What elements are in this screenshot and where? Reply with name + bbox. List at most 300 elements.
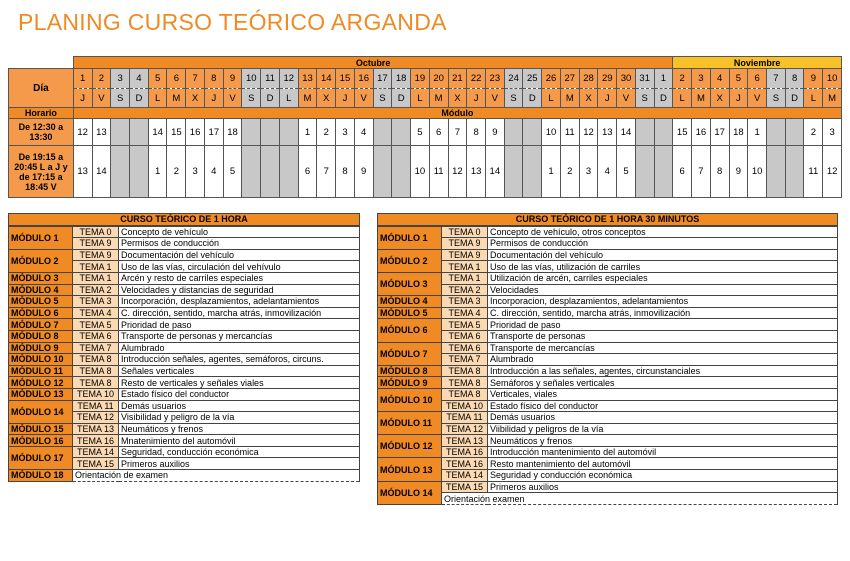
- course-row: [9, 470, 360, 482]
- day-number: 7: [767, 69, 786, 89]
- weekday-letter: J: [729, 89, 748, 108]
- slot-2-module: 1: [542, 146, 561, 198]
- course-row: [9, 296, 360, 308]
- tema-label: TEMA 1: [73, 272, 119, 284]
- tema-label: TEMA 5: [442, 319, 488, 331]
- module-label: MÓDULO 6: [378, 319, 442, 342]
- course-row: [9, 307, 360, 319]
- module-label: MÓDULO 4: [378, 296, 442, 308]
- tema-label: TEMA 1: [442, 261, 488, 273]
- tema-description: Documentación del vehículo: [119, 249, 360, 261]
- slot-1-label: De 12:30 a 13:30: [9, 119, 74, 146]
- tema-label: TEMA 16: [73, 435, 119, 447]
- module-label: MÓDULO 17: [9, 446, 73, 469]
- slot-2-module: [504, 146, 523, 198]
- day-number: 2: [673, 69, 692, 89]
- tema-description: Transporte de mercancías: [488, 342, 838, 354]
- slot-1-module: 16: [692, 119, 711, 146]
- module-label: MÓDULO 8: [9, 330, 73, 342]
- dia-label: Día: [9, 69, 74, 108]
- course-row: [378, 470, 838, 482]
- slot-1-module: [279, 119, 298, 146]
- slot-1-row: [9, 119, 842, 146]
- slot-2-module: 5: [617, 146, 636, 198]
- day-number: 18: [392, 69, 411, 89]
- course-row: [378, 330, 838, 342]
- slot-1-module: 14: [148, 119, 167, 146]
- slot-2-module: [261, 146, 280, 198]
- weekday-letter: D: [130, 89, 149, 108]
- module-label: MÓDULO 4: [9, 284, 73, 296]
- course-row: [9, 249, 360, 261]
- course-row: [378, 238, 838, 250]
- weekday-letter: J: [598, 89, 617, 108]
- tema-label: TEMA 15: [442, 481, 488, 493]
- module-label: MÓDULO 12: [9, 377, 73, 389]
- slot-1-module: [635, 119, 654, 146]
- tema-label: TEMA 9: [442, 249, 488, 261]
- tema-description: Demás usuarios: [488, 412, 838, 424]
- tema-label: TEMA 6: [73, 330, 119, 342]
- tema-description: Concepto de vehículo: [119, 226, 360, 238]
- slot-2-module: [523, 146, 542, 198]
- day-number: 20: [429, 69, 448, 89]
- slot-2-module: [767, 146, 786, 198]
- course-title: CURSO TEÓRICO DE 1 HORA 30 MINUTOS: [378, 214, 838, 226]
- weekday-letter: M: [167, 89, 186, 108]
- day-number: 31: [635, 69, 654, 89]
- weekday-letter: L: [411, 89, 430, 108]
- day-number: 14: [317, 69, 336, 89]
- horario-label: Horario: [9, 108, 74, 119]
- tema-label: TEMA 5: [73, 319, 119, 331]
- course-row: [378, 249, 838, 261]
- course-row: [9, 226, 360, 238]
- course-row: [9, 423, 360, 435]
- tema-label: TEMA 13: [73, 423, 119, 435]
- course-row: [378, 481, 838, 493]
- course-row: [378, 388, 838, 400]
- weekday-letter: M: [823, 89, 842, 108]
- module-label: MÓDULO 9: [378, 377, 442, 389]
- tema-description: Orientación de examen: [73, 470, 360, 482]
- weekday-letter: L: [279, 89, 298, 108]
- tema-label: TEMA 8: [442, 377, 488, 389]
- tema-label: TEMA 3: [73, 296, 119, 308]
- course-row: [378, 400, 838, 412]
- weekday-letter: D: [392, 89, 411, 108]
- course-row: [9, 330, 360, 342]
- day-number: 5: [148, 69, 167, 89]
- tema-description: Primeros auxilios: [488, 481, 838, 493]
- tema-label: TEMA 0: [73, 226, 119, 238]
- slot-1-module: 17: [710, 119, 729, 146]
- day-number: 25: [523, 69, 542, 89]
- tema-description: Resto mantenimiento del automóvil: [488, 458, 838, 470]
- slot-1-module: [654, 119, 673, 146]
- slot-2-module: [111, 146, 130, 198]
- slot-1-module: 18: [729, 119, 748, 146]
- tema-label: TEMA 10: [442, 400, 488, 412]
- course-header-row: [378, 214, 838, 226]
- slot-1-module: 15: [673, 119, 692, 146]
- tema-description: Estado físico del conductor: [488, 400, 838, 412]
- day-number: 10: [823, 69, 842, 89]
- module-label: MÓDULO 8: [378, 365, 442, 377]
- day-number: 21: [448, 69, 467, 89]
- day-number: 30: [617, 69, 636, 89]
- tema-description: Incorporación, desplazamientos, adelantamientos: [119, 296, 360, 308]
- slot-2-module: 14: [92, 146, 111, 198]
- course-header-row: [9, 214, 360, 226]
- course-row: [378, 319, 838, 331]
- day-number: 23: [485, 69, 504, 89]
- slot-1-module: 1: [298, 119, 317, 146]
- slot-2-module: 12: [823, 146, 842, 198]
- module-label: MÓDULO 6: [9, 307, 73, 319]
- course-row: [378, 365, 838, 377]
- slot-1-module: 3: [823, 119, 842, 146]
- course-row: [9, 446, 360, 458]
- tema-label: TEMA 9: [442, 238, 488, 250]
- tema-label: TEMA 11: [73, 400, 119, 412]
- tema-description: Viibilidad y peligros de la vía: [488, 423, 838, 435]
- weekday-letter: V: [223, 89, 242, 108]
- slot-2-module: [373, 146, 392, 198]
- course-row: [9, 342, 360, 354]
- day-number: 10: [242, 69, 261, 89]
- day-number: 8: [785, 69, 804, 89]
- tema-description: Velocidades y distancias de seguridad: [119, 284, 360, 296]
- module-label: MÓDULO 15: [9, 423, 73, 435]
- slot-1-module: 5: [411, 119, 430, 146]
- page-title: PLANING CURSO TEÓRICO ARGANDA: [18, 9, 447, 35]
- module-label: MÓDULO 9: [9, 342, 73, 354]
- day-number: 8: [204, 69, 223, 89]
- module-label: MÓDULO 5: [378, 307, 442, 319]
- day-number: 1: [654, 69, 673, 89]
- module-label: MÓDULO 5: [9, 296, 73, 308]
- slot-2-module: [279, 146, 298, 198]
- day-number-row: [9, 69, 842, 89]
- course-row: [9, 377, 360, 389]
- tema-description: Transporte de personas y mercancías: [119, 330, 360, 342]
- module-label: MÓDULO 1: [378, 226, 442, 250]
- module-label: MÓDULO 11: [9, 365, 73, 377]
- tema-description: Visibilidad y peligro de la vía: [119, 412, 360, 424]
- tema-description: Seguridad, conducción económica: [119, 446, 360, 458]
- course-row: [378, 493, 838, 505]
- slot-2-module: [242, 146, 261, 198]
- slot-1-module: [261, 119, 280, 146]
- slot-1-module: 8: [467, 119, 486, 146]
- module-label: MÓDULO 13: [378, 458, 442, 481]
- weekday-letter: L: [804, 89, 823, 108]
- tema-label: TEMA 1: [442, 272, 488, 284]
- tema-description: Primeros auxilios: [119, 458, 360, 470]
- tema-label: TEMA 8: [442, 365, 488, 377]
- module-label: MÓDULO 2: [9, 249, 73, 272]
- module-label: MÓDULO 14: [378, 481, 442, 504]
- weekday-letter: S: [111, 89, 130, 108]
- tema-label: TEMA 8: [73, 377, 119, 389]
- schedule-table: [8, 56, 842, 198]
- course-row: [378, 226, 838, 238]
- tema-label: TEMA 8: [73, 365, 119, 377]
- module-label: MÓDULO 16: [9, 435, 73, 447]
- tema-description: Estado físico del conductor: [119, 388, 360, 400]
- slot-1-module: [130, 119, 149, 146]
- slot-2-module: 11: [429, 146, 448, 198]
- course-row: [378, 296, 838, 308]
- slot-2-module: 6: [298, 146, 317, 198]
- weekday-letter: J: [336, 89, 355, 108]
- tema-description: Permisos de conducción: [119, 238, 360, 250]
- day-number: 12: [279, 69, 298, 89]
- course-row: [9, 354, 360, 366]
- course-row: [378, 412, 838, 424]
- tema-description: Prioridad de paso: [488, 319, 838, 331]
- slot-2-module: [635, 146, 654, 198]
- day-number: 2: [92, 69, 111, 89]
- slot-1-module: 6: [429, 119, 448, 146]
- weekday-letter: S: [504, 89, 523, 108]
- course-row: [9, 400, 360, 412]
- weekday-letter: M: [429, 89, 448, 108]
- weekday-letter: V: [617, 89, 636, 108]
- day-number: 4: [130, 69, 149, 89]
- slot-1-module: 11: [560, 119, 579, 146]
- weekday-letter: D: [261, 89, 280, 108]
- tema-description: C. dirección, sentido, marcha atrás, inmovilización: [488, 307, 838, 319]
- weekday-letter: X: [710, 89, 729, 108]
- module-label: MÓDULO 10: [9, 354, 73, 366]
- slot-1-module: 2: [804, 119, 823, 146]
- course-row: [378, 377, 838, 389]
- slot-1-module: [242, 119, 261, 146]
- weekday-letter: S: [767, 89, 786, 108]
- slot-2-label: De 19:15 a 20:45 L a J y de 17:15 a 18:45 V: [9, 146, 74, 198]
- module-label: MÓDULO 13: [9, 388, 73, 400]
- weekday-letter: X: [186, 89, 205, 108]
- tema-description: Neumáticos y frenos: [488, 435, 838, 447]
- slot-1-module: [767, 119, 786, 146]
- module-label: MÓDULO 3: [9, 272, 73, 284]
- slot-1-module: 2: [317, 119, 336, 146]
- tema-description: Documentación del vehículo: [488, 249, 838, 261]
- weekday-letter: S: [242, 89, 261, 108]
- month-october: Octubre: [73, 57, 673, 69]
- weekday-letter: D: [654, 89, 673, 108]
- slot-1-module: [785, 119, 804, 146]
- slot-2-module: 5: [223, 146, 242, 198]
- slot-2-module: 8: [336, 146, 355, 198]
- course-row: [378, 446, 838, 458]
- weekday-letter: X: [579, 89, 598, 108]
- tema-description: Neumáticos y frenos: [119, 423, 360, 435]
- tema-description: Introducción mantenimiento del automóvil: [488, 446, 838, 458]
- weekday-letter: M: [692, 89, 711, 108]
- day-number: 19: [411, 69, 430, 89]
- day-number: 24: [504, 69, 523, 89]
- slot-2-module: 10: [748, 146, 767, 198]
- tema-description: Introducción a las señales, agentes, circunstanciales: [488, 365, 838, 377]
- slot-2-module: 7: [317, 146, 336, 198]
- slot-1-module: [392, 119, 411, 146]
- day-number: 1: [73, 69, 92, 89]
- day-number: 13: [298, 69, 317, 89]
- slot-2-module: [392, 146, 411, 198]
- weekday-letter: D: [523, 89, 542, 108]
- module-label: MÓDULO 1: [9, 226, 73, 250]
- tema-description: Prioridad de paso: [119, 319, 360, 331]
- slot-2-module: 8: [710, 146, 729, 198]
- tema-description: Velocidades: [488, 284, 838, 296]
- slot-2-module: 4: [598, 146, 617, 198]
- course-row: [378, 342, 838, 354]
- weekday-letter: L: [673, 89, 692, 108]
- course-row: [9, 319, 360, 331]
- module-label: MÓDULO 11: [378, 412, 442, 435]
- slot-2-module: 12: [448, 146, 467, 198]
- tema-description: Transporte de personas: [488, 330, 838, 342]
- slot-2-module: 14: [485, 146, 504, 198]
- weekday-letter: X: [448, 89, 467, 108]
- tema-label: TEMA 7: [442, 354, 488, 366]
- day-number: 26: [542, 69, 561, 89]
- course-row: [378, 435, 838, 447]
- tema-description: Seguridad y conducción económica: [488, 470, 838, 482]
- day-number: 27: [560, 69, 579, 89]
- tema-description: Demás usuarios: [119, 400, 360, 412]
- slot-1-module: 4: [354, 119, 373, 146]
- month-november: Noviembre: [673, 57, 842, 69]
- course-row: [9, 388, 360, 400]
- tema-label: TEMA 8: [442, 388, 488, 400]
- slot-2-module: 6: [673, 146, 692, 198]
- weekday-letter: V: [748, 89, 767, 108]
- tema-label: TEMA 1: [73, 261, 119, 273]
- weekday-letter: J: [73, 89, 92, 108]
- tema-label: TEMA 2: [73, 284, 119, 296]
- slot-1-module: 14: [617, 119, 636, 146]
- slot-2-module: 11: [804, 146, 823, 198]
- tema-label: TEMA 6: [442, 342, 488, 354]
- weekday-letter: L: [148, 89, 167, 108]
- module-label: MÓDULO 18: [9, 470, 73, 482]
- course-row: [9, 284, 360, 296]
- slot-1-module: 1: [748, 119, 767, 146]
- tema-label: TEMA 14: [442, 470, 488, 482]
- tema-label: TEMA 3: [442, 296, 488, 308]
- slot-1-module: 17: [204, 119, 223, 146]
- course-1-hour-table: [8, 213, 360, 482]
- tema-label: TEMA 16: [442, 446, 488, 458]
- day-number: 22: [467, 69, 486, 89]
- slot-1-module: 18: [223, 119, 242, 146]
- tema-label: TEMA 11: [442, 412, 488, 424]
- day-number: 16: [354, 69, 373, 89]
- course-row: [9, 365, 360, 377]
- day-number: 28: [579, 69, 598, 89]
- weekday-letter: J: [467, 89, 486, 108]
- slot-1-module: 10: [542, 119, 561, 146]
- weekday-letter: S: [635, 89, 654, 108]
- slot-2-module: [654, 146, 673, 198]
- course-row: [9, 272, 360, 284]
- weekday-letter: M: [298, 89, 317, 108]
- tema-label: TEMA 12: [442, 423, 488, 435]
- weekday-letter: L: [542, 89, 561, 108]
- slot-2-row: [9, 146, 842, 198]
- day-number: 9: [223, 69, 242, 89]
- slot-2-module: 3: [579, 146, 598, 198]
- slot-2-module: 2: [560, 146, 579, 198]
- weekday-letter: V: [485, 89, 504, 108]
- day-number: 4: [710, 69, 729, 89]
- tema-description: Uso de las vías, utilización de carriles: [488, 261, 838, 273]
- slot-2-module: 3: [186, 146, 205, 198]
- tema-label: TEMA 14: [73, 446, 119, 458]
- slot-2-module: 13: [467, 146, 486, 198]
- weekday-letter: M: [560, 89, 579, 108]
- slot-1-module: 9: [485, 119, 504, 146]
- slot-1-module: 12: [73, 119, 92, 146]
- month-row: [9, 57, 842, 69]
- tema-description: Señales verticales: [119, 365, 360, 377]
- weekday-letter: J: [204, 89, 223, 108]
- tema-label: TEMA 10: [73, 388, 119, 400]
- tema-description: Incorporacion, desplazamientos, adelantamientos: [488, 296, 838, 308]
- tema-label: TEMA 12: [73, 412, 119, 424]
- module-label: MÓDULO 2: [378, 249, 442, 272]
- slot-1-module: 12: [579, 119, 598, 146]
- tema-label: TEMA 4: [442, 307, 488, 319]
- day-number: 29: [598, 69, 617, 89]
- slot-1-module: 3: [336, 119, 355, 146]
- tema-description: Concepto de vehículo, otros conceptos: [488, 226, 838, 238]
- tema-label: TEMA 0: [442, 226, 488, 238]
- slot-1-module: 7: [448, 119, 467, 146]
- slot-1-module: [111, 119, 130, 146]
- slot-1-module: 13: [598, 119, 617, 146]
- course-title: CURSO TEÓRICO DE 1 HORA: [9, 214, 360, 226]
- slot-1-module: [504, 119, 523, 146]
- tema-label: TEMA 15: [73, 458, 119, 470]
- weekday-row: [9, 89, 842, 108]
- tema-description: Resto de verticales y señales viales: [119, 377, 360, 389]
- tema-description: Alumbrado: [119, 342, 360, 354]
- slot-2-module: [785, 146, 804, 198]
- module-label: MÓDULO 3: [378, 272, 442, 295]
- course-row: [378, 354, 838, 366]
- day-number: 6: [748, 69, 767, 89]
- slot-2-module: 13: [73, 146, 92, 198]
- slot-2-module: 9: [354, 146, 373, 198]
- day-number: 9: [804, 69, 823, 89]
- module-label: MÓDULO 10: [378, 388, 442, 411]
- course-row: [378, 458, 838, 470]
- course-row: [378, 307, 838, 319]
- slot-2-module: 9: [729, 146, 748, 198]
- tema-label: TEMA 13: [442, 435, 488, 447]
- course-row: [378, 272, 838, 284]
- day-number: 6: [167, 69, 186, 89]
- module-label: MÓDULO 14: [9, 400, 73, 423]
- day-number: 7: [186, 69, 205, 89]
- tema-description: Verticales, viales: [488, 388, 838, 400]
- slot-1-module: 16: [186, 119, 205, 146]
